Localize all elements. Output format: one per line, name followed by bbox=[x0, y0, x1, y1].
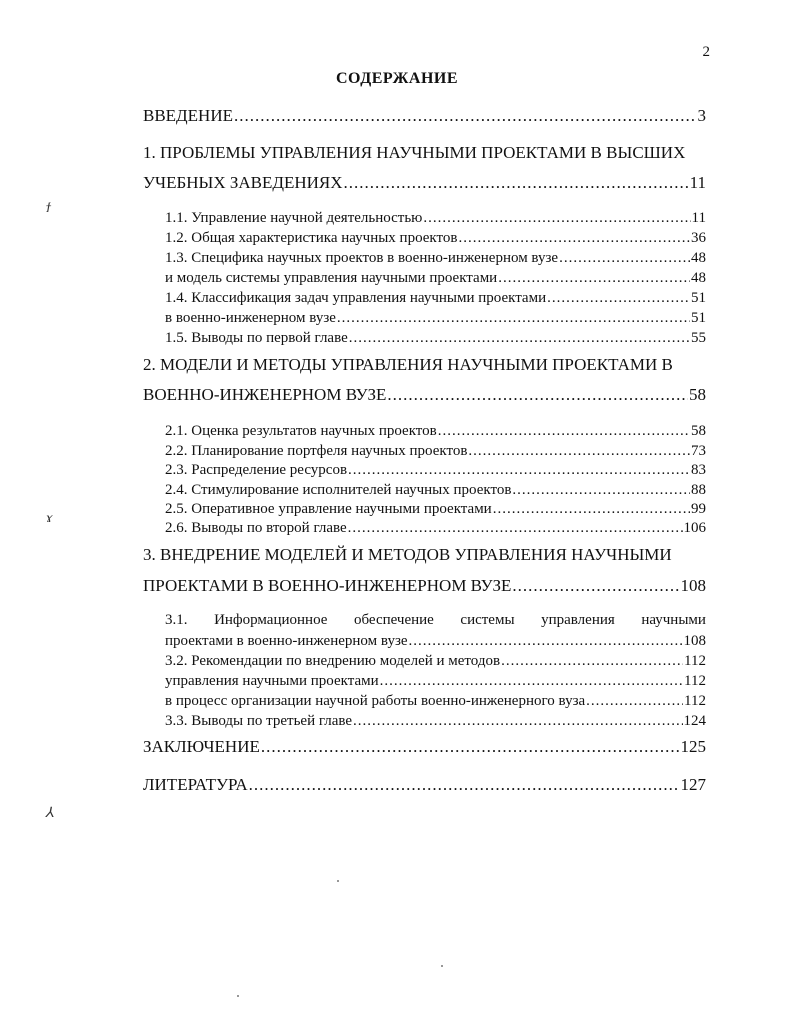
toc-section bbox=[165, 230, 706, 247]
toc-entry-label: ЗАКЛЮЧЕНИЕ bbox=[143, 737, 260, 756]
toc-section bbox=[165, 693, 706, 710]
toc-section bbox=[165, 653, 706, 670]
section-label: проектами в военно-инженерном вузе bbox=[165, 633, 408, 649]
chapter-3-line1: 3. ВНЕДРЕНИЕ МОДЕЛЕЙ И МЕТОДОВ УПРАВЛЕНИЯ НАУЧНЫМИ bbox=[143, 545, 672, 564]
leader-dots bbox=[512, 576, 679, 596]
toc-section bbox=[165, 443, 706, 460]
leader-dots bbox=[353, 713, 682, 730]
section-label: 2.5. Оперативное управление научными проектами bbox=[165, 501, 492, 517]
leader-dots bbox=[493, 501, 690, 518]
section-label: 3.2. Рекомендации по внедрению моделей и методов bbox=[165, 653, 501, 669]
leader-dots bbox=[234, 106, 697, 126]
section-label: 3.3. Выводы по третьей главе bbox=[165, 713, 353, 729]
section-page: 73 bbox=[691, 443, 706, 459]
toc-section bbox=[165, 462, 706, 479]
toc-section bbox=[165, 501, 706, 518]
leader-dots bbox=[559, 250, 690, 267]
section-label: 2.1. Оценка результатов научных проектов bbox=[165, 423, 437, 439]
toc-section bbox=[165, 310, 706, 327]
section-label: в военно-инженерном вузе bbox=[165, 310, 336, 326]
leader-dots bbox=[348, 462, 690, 479]
toc-section bbox=[165, 633, 706, 650]
section-page: 124 bbox=[683, 713, 706, 729]
scan-speck bbox=[337, 880, 339, 882]
leader-dots bbox=[349, 330, 690, 347]
section-page: 48 bbox=[691, 270, 706, 286]
toc-section bbox=[165, 713, 706, 730]
leader-dots bbox=[547, 290, 690, 307]
leader-dots bbox=[348, 520, 683, 537]
toc-section bbox=[165, 520, 706, 537]
section-label: 2.3. Распределение ресурсов bbox=[165, 462, 348, 478]
toc-entry-page: 127 bbox=[680, 775, 706, 794]
section-word: системы bbox=[460, 612, 515, 628]
page-number: 2 bbox=[702, 44, 710, 60]
leader-dots bbox=[337, 310, 690, 327]
leader-dots bbox=[423, 210, 690, 227]
leader-dots bbox=[586, 693, 683, 710]
section-word: управления bbox=[541, 612, 615, 628]
section-word: Информационное bbox=[214, 612, 328, 628]
scan-speck bbox=[441, 965, 443, 967]
section-page: 51 bbox=[691, 310, 706, 326]
toc-title: СОДЕРЖАНИЕ bbox=[335, 70, 459, 87]
toc-entry-literature bbox=[143, 775, 706, 795]
section-label: 2.2. Планирование портфеля научных проектов bbox=[165, 443, 468, 459]
chapter-2-entry bbox=[143, 385, 706, 405]
toc-section bbox=[165, 210, 706, 227]
toc-entry-page: 125 bbox=[680, 737, 706, 756]
scan-mark-1: ϯ bbox=[46, 201, 51, 216]
section-page: 55 bbox=[691, 330, 706, 346]
toc-section bbox=[165, 270, 706, 287]
chapter-1-entry bbox=[143, 173, 706, 193]
leader-dots bbox=[468, 443, 690, 460]
chapter-2-heading bbox=[143, 355, 708, 375]
chapter-1-line1: 1. ПРОБЛЕМЫ УПРАВЛЕНИЯ НАУЧНЫМИ ПРОЕКТАМИ В ВЫСШИХ bbox=[143, 143, 686, 162]
leader-dots bbox=[261, 737, 680, 757]
section-label: 1.3. Специфика научных проектов в военно-инженерном вузе bbox=[165, 250, 559, 266]
section-label: 2.4. Стимулирование исполнителей научных проектов bbox=[165, 482, 512, 498]
chapter-1-heading bbox=[143, 143, 708, 163]
toc-entry-intro bbox=[143, 106, 706, 126]
section-label: в процесс организации научной работы военно-инженерного вуза bbox=[165, 693, 586, 709]
section-page: 88 bbox=[691, 482, 706, 498]
section-page: 99 bbox=[691, 501, 706, 517]
chapter-3-heading bbox=[143, 545, 708, 565]
chapter-2-line2: ВОЕННО-ИНЖЕНЕРНОМ ВУЗЕ bbox=[143, 385, 387, 404]
leader-dots bbox=[380, 673, 683, 690]
toc-entry-label: ВВЕДЕНИЕ bbox=[143, 106, 233, 125]
chapter-3-entry bbox=[143, 576, 706, 596]
section-page: 51 bbox=[691, 290, 706, 306]
section-page: 112 bbox=[684, 673, 706, 689]
section-label: 1.1. Управление научной деятельностью bbox=[165, 210, 423, 226]
scan-mark-2: ɤ bbox=[46, 511, 53, 526]
chapter-2-line1: 2. МОДЕЛИ И МЕТОДЫ УПРАВЛЕНИЯ НАУЧНЫМИ ПРОЕКТАМИ В bbox=[143, 355, 673, 374]
section-label: 1.4. Классификация задач управления научными проектами bbox=[165, 290, 547, 306]
toc-section bbox=[165, 673, 706, 690]
section-page: 112 bbox=[684, 693, 706, 709]
chapter-3-line2: ПРОЕКТАМИ В ВОЕННО-ИНЖЕНЕРНОМ ВУЗЕ bbox=[143, 576, 512, 595]
section-page: 108 bbox=[683, 633, 706, 649]
toc-entry-page: 3 bbox=[697, 106, 706, 125]
section-word: обеспечение bbox=[353, 612, 434, 628]
leader-dots bbox=[344, 173, 689, 193]
leader-dots bbox=[458, 230, 690, 247]
toc-entry-conclusion bbox=[143, 737, 706, 757]
toc-entry-page: 58 bbox=[689, 385, 706, 404]
section-page: 112 bbox=[684, 653, 706, 669]
section-page: 48 bbox=[691, 250, 706, 266]
leader-dots bbox=[438, 423, 690, 440]
scan-speck bbox=[237, 995, 239, 997]
section-3-1-line1 bbox=[165, 612, 706, 629]
leader-dots bbox=[409, 633, 683, 650]
toc-entry-label: ЛИТЕРАТУРА bbox=[143, 775, 248, 794]
section-label: и модель системы управления научными проектами bbox=[165, 270, 498, 286]
section-page: 83 bbox=[691, 462, 706, 478]
section-page: 58 bbox=[691, 423, 706, 439]
section-page: 11 bbox=[691, 210, 706, 226]
toc-entry-page: 108 bbox=[680, 576, 706, 595]
leader-dots bbox=[387, 385, 688, 405]
scan-mark-3: ⅄ bbox=[46, 806, 55, 821]
section-label: управления научными проектами bbox=[165, 673, 379, 689]
section-label: 1.2. Общая характеристика научных проектов bbox=[165, 230, 458, 246]
toc-section bbox=[165, 423, 706, 440]
leader-dots bbox=[498, 270, 690, 287]
section-label: 2.6. Выводы по второй главе bbox=[165, 520, 347, 536]
section-page: 36 bbox=[691, 230, 706, 246]
leader-dots bbox=[512, 482, 690, 499]
toc-entry-page: 11 bbox=[689, 173, 706, 192]
toc-section bbox=[165, 290, 706, 307]
section-word: научными bbox=[641, 612, 706, 628]
leader-dots bbox=[249, 775, 680, 795]
chapter-1-line2: УЧЕБНЫХ ЗАВЕДЕНИЯХ bbox=[143, 173, 343, 192]
leader-dots bbox=[501, 653, 683, 670]
section-word: 3.1. bbox=[165, 612, 188, 628]
toc-section bbox=[165, 482, 706, 499]
toc-section bbox=[165, 330, 706, 347]
section-label: 1.5. Выводы по первой главе bbox=[165, 330, 348, 346]
section-page: 106 bbox=[683, 520, 706, 536]
toc-section bbox=[165, 250, 706, 267]
